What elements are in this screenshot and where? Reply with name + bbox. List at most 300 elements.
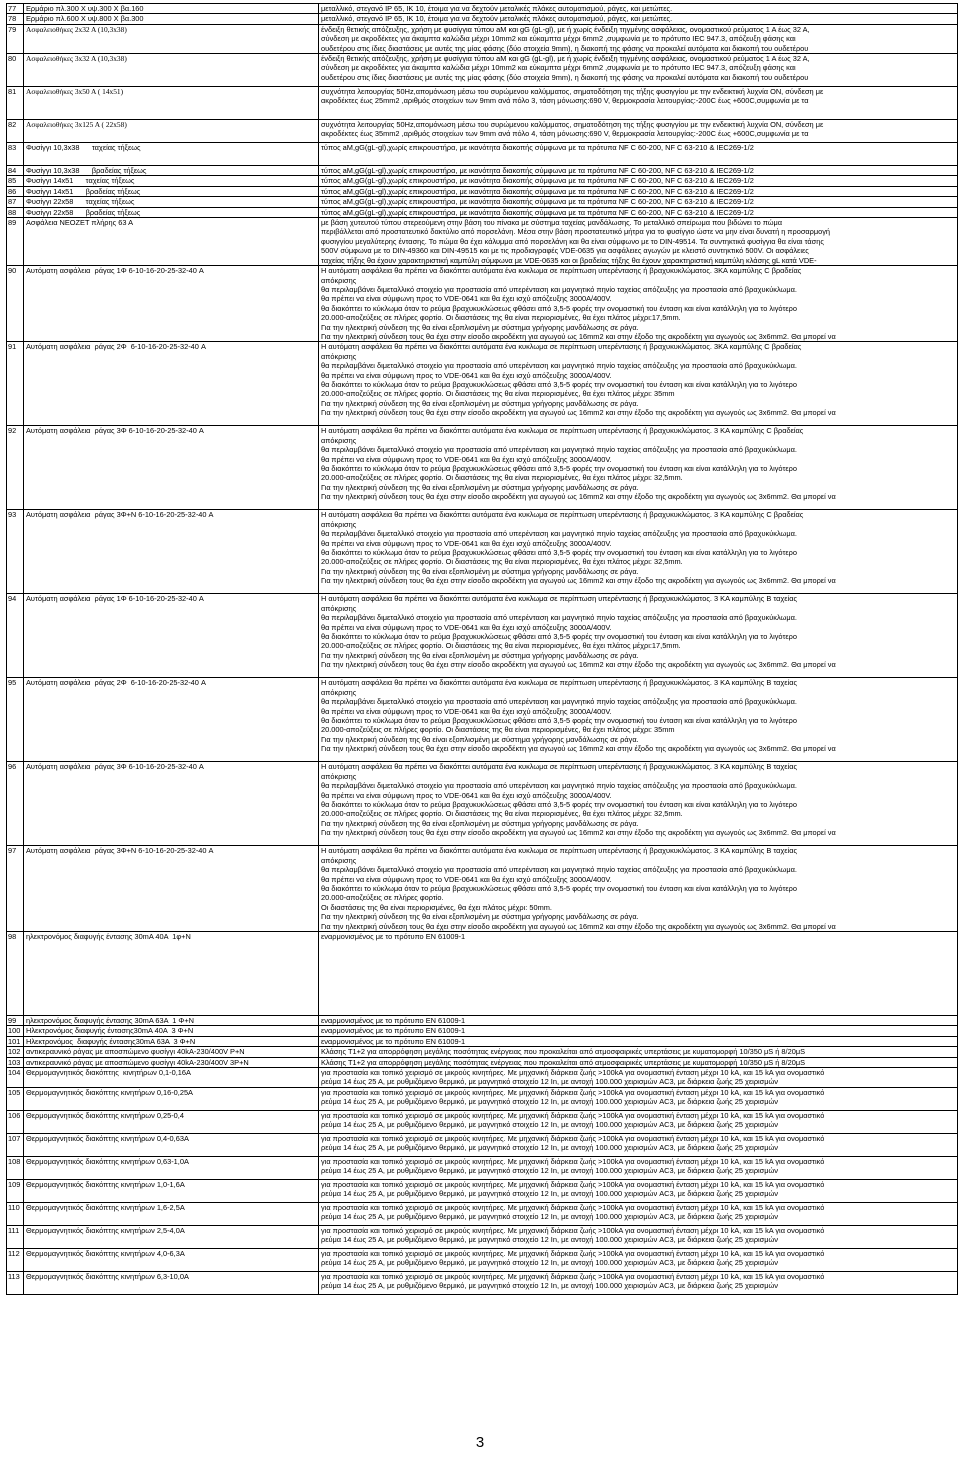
item-number: 84 xyxy=(7,166,24,176)
item-name xyxy=(24,1036,319,1046)
description-line: ένδειξη θετικής απόζευξης, χρήση με φυσίγγια τύπου aM και gG (gL-gl), με ή χωρίς ένδειξη τηγμένης ασφάλειας, ονομαστικού ρεύματος 1 Α έως 32 Α, xyxy=(321,54,810,64)
description-line: Για την ηλεκτρική σύνδεση τους θα έχει στην είσοδο ακροδέκτη για αγωγού ως 16mm2 και στην έξοδο της ακροδέκτη για αγωγούς ως 3x6mm2. Θα μπορεί να xyxy=(321,828,836,838)
item-description xyxy=(319,594,958,678)
item-number: 80 xyxy=(7,54,24,87)
table-row xyxy=(7,1225,958,1248)
item-number: 110 xyxy=(7,1202,24,1225)
item-number: 91 xyxy=(7,342,24,426)
table-row xyxy=(7,426,958,510)
item-name xyxy=(24,1225,319,1248)
description-line: 20.000-αποζεύξεις σε πλήρες φορτίο. Οι διαστάσεις της θα είναι περιορισμένες, θα έχει πλάτος μέχρι: 32,5mm. xyxy=(321,473,683,483)
item-description xyxy=(319,143,958,166)
item-description xyxy=(319,1026,958,1036)
item-number: 94 xyxy=(7,594,24,678)
description-line: 20.000-αποζεύξεις σε πλήρες φορτίο. Οι διαστάσεις της θα είναι περιορισμένες, θα έχει πλάτος μέχρι: 32,5mm. xyxy=(321,557,683,567)
item-name xyxy=(24,762,319,846)
item-name-text: ηλεκτρονόμος διαφυγής έντασης 30mA 63A 1 Φ+Ν xyxy=(26,1016,194,1025)
table-row xyxy=(7,1202,958,1225)
description-line: Οι διαστάσεις της θα είναι περιορισμένες, θα έχει πλάτος μέχρι: 50mm. xyxy=(321,902,552,912)
item-description xyxy=(319,762,958,846)
description-line: απόκρισης xyxy=(321,435,357,445)
item-number: 82 xyxy=(7,120,24,143)
table-row xyxy=(7,1156,958,1179)
table-row xyxy=(7,207,958,217)
item-description xyxy=(319,266,958,342)
table-row xyxy=(7,120,958,143)
item-description xyxy=(319,1156,958,1179)
description-line: θα διακόπτει το κύκλωμα όταν το ρεύμα βραχυκυκλώσεως φθάσει από 3,5-5 φορές την ονομαστική του ένταση και είναι κατάλληλη για το λιγότερο xyxy=(321,547,797,557)
description-line: ρεύμα 14 έως 25 Α, με ρυθμιζόμενο θερμικό, με μαγνητικό στοιχείο 12 In, με αντοχή 100.000 χειρισμών AC3, με διάρκεια ζωής 25 χειρισμών xyxy=(321,1235,778,1245)
table-row xyxy=(7,1036,958,1046)
description-line: για προστασία και τοπικό χειρισμό σε μικρούς κινητήρες. Με μηχανική διάρκεια ζωής >100kA για ονομαστική ένταση μέχρι 10 kA, και 15 kA για ονομαστικό xyxy=(321,1248,825,1258)
item-number: 100 xyxy=(7,1026,24,1036)
item-number: 107 xyxy=(7,1133,24,1156)
item-name-text: Ασφαλειοθήκες 2x32 A (10,3x38) xyxy=(26,24,127,34)
table-row xyxy=(7,1057,958,1067)
description-line: θα περιλαμβάνει διμεταλλικό στοιχείο για προστασία από υπερένταση και μαγνητικό πηνίο ταχείας απόζευξης για προστασία από βραχυκύκλωμα. xyxy=(321,613,797,623)
specifications-table xyxy=(6,3,958,1295)
item-number: 77 xyxy=(7,4,24,14)
item-number: 104 xyxy=(7,1068,24,1088)
description-line: απόκρισης xyxy=(321,855,357,865)
table-row xyxy=(7,1026,958,1036)
item-number: 88 xyxy=(7,207,24,217)
item-description xyxy=(319,1202,958,1225)
item-description xyxy=(319,342,958,426)
item-description xyxy=(319,176,958,186)
item-number: 111 xyxy=(7,1225,24,1248)
item-number: 106 xyxy=(7,1110,24,1133)
description-line: απόκρισης xyxy=(321,603,357,613)
item-number: 78 xyxy=(7,14,24,24)
description-line: Για την ηλεκτρική σύνδεση της θα είναι εξοπλισμένη με σύστημα γρήγορης μανδάλωσης σε ράγα. xyxy=(321,734,639,744)
table-row xyxy=(7,4,958,14)
description-line: συχνότητα λειτουργίας 50Hz,απομόνωση μέσω του συρώμενου καλύμματος, σηματοδότηση της τήξης φυσιγγίου με την ενδεικτική λυχνία ΟΝ, σύνδεση με xyxy=(321,120,824,130)
description-line: Για την ηλεκτρική σύνδεση της θα είναι εξοπλισμένη με σύστημα γρήγορης μανδάλωσης σε ράγα. xyxy=(321,566,639,576)
item-name-text: Ερμάριο πλ.600 Χ υψ.800 Χ βα.300 xyxy=(26,14,144,24)
item-description xyxy=(319,166,958,176)
item-name xyxy=(24,1133,319,1156)
description-line: Για την ηλεκτρική σύνδεση της θα είναι εξοπλισμένη με σύστημα γρήγορης μανδάλωσης σε ράγα. xyxy=(321,398,639,408)
description-line: Για την ηλεκτρική σύνδεση τους θα έχει στην είσοδο ακροδέκτη για αγωγού ως 16mm2 και στην έξοδο της ακροδέκτη για αγωγούς ως 3x6mm2. Θα μπορεί να xyxy=(321,660,836,670)
item-name xyxy=(24,1271,319,1294)
description-line: εναρμονισμένος με το πρότυπο EN 61009-1 xyxy=(321,1026,466,1036)
item-name xyxy=(24,87,319,120)
description-line: τύπος aM,gG(gL-gl),χωρίς επικρουστήρα, με ικανότητα διακοπής σύμφωνα με τα πρότυπα NF C 60-200, NF C 63-210 & IEC269-1/2 xyxy=(321,166,754,176)
table-row xyxy=(7,1133,958,1156)
item-name-text: Αυτόματη ασφάλεια ράγας 2Φ 6-10-16-20-25-32-40 A xyxy=(26,342,206,352)
description-line: ρεύμα 14 έως 25 Α, με ρυθμιζόμενο θερμικό, με μαγνητικό στοιχείο 12 In, με αντοχή 100.000 χειρισμών AC3, με διάρκεια ζωής 25 χειρισμών xyxy=(321,1077,778,1087)
description-line: θα διακόπτει το κύκλωμα όταν το ρεύμα βραχυκυκλώσεως φθάσει από 3,5-5 φορές την ονομαστική του ένταση και είναι κατάλληλη για το λιγότερο xyxy=(321,883,797,893)
item-name xyxy=(24,846,319,932)
page-number: 3 xyxy=(475,1434,485,1451)
item-name-text: Φυσίγγι 22x58 βραδείας τήξεως xyxy=(26,207,141,217)
description-line: 20.000-αποζεύξεις σε πλήρες φορτίο. xyxy=(321,893,444,903)
description-line: εναρμονισμένος με το πρότυπο EN 61009-1 xyxy=(321,932,466,941)
item-name-text: αντικεραυνικό ράγας με αποσπώμενο φυσίγγι 40kA-230/400V 3P+N xyxy=(26,1057,249,1067)
item-description xyxy=(319,1016,958,1026)
description-line: Η αυτόματη ασφάλεια θα πρέπει να διακόπτει αυτόματα ένα κυκλωμα σε περίπτωση υπερέντασης ή βραχυκυκλώματος. 3KA καμπύλης C βραδείας xyxy=(321,342,802,352)
item-name-text: ηλεκτρονόμος διαφυγής έντασης 30mA 40A 1φ+Ν xyxy=(26,932,191,941)
item-name-text: Θερμομαγνητικός διακόπτης κινητήρων 1,6-2,5A xyxy=(26,1202,185,1212)
description-line: Η αυτόματη ασφάλεια θα πρέπει να διακόπτει αυτόματα ένα κυκλωμα σε περίπτωση υπερέντασης ή βραχυκυκλώματος. 3 KA καμπύλης C βραδείας xyxy=(321,510,804,520)
description-line: περιβάλλεται από προστατευτικό δακτύλιο από πορσελάνη. Μέσα στην βάση προστατευτικό μήτρα για το φυσίγγιο ώστε να μην είναι δυνατή η προσαρμογή xyxy=(321,227,831,237)
item-number: 83 xyxy=(7,143,24,166)
description-line: Για την ηλεκτρική σύνδεση τους θα έχει στην είσοδο ακροδέκτη για αγωγού ως 16mm2 και στην έξοδο της ακροδέκτη για αγωγούς ως 3x6mm2. Θα μπορεί να xyxy=(321,408,836,418)
item-name-text: Αυτόματη ασφάλεια ράγας 3Φ+Ν 6-10-16-20-25-32-40 A xyxy=(26,510,214,520)
description-line: Για την ηλεκτρική σύνδεση τους θα έχει στην είσοδο ακροδέκτη για αγωγού ως 16mm2 και στην έξοδο της ακροδέκτη για αγωγούς ως 3x6mm2. Θα μπορεί να xyxy=(321,331,836,341)
item-description xyxy=(319,1087,958,1110)
item-name-text: Αυτόματη ασφάλεια ράγας 2Φ 6-10-16-20-25-32-40 A xyxy=(26,678,206,688)
item-name xyxy=(24,143,319,166)
table-row xyxy=(7,510,958,594)
description-line: ουδετέρου στις ίδιες διαστάσεις με αυτές της μίας φάσης (δύο στοιχεία 9mm), η διακοπή της φάσης να προκαλεί αυτόματα και διακοπή του ουδετέρου xyxy=(321,72,809,82)
description-line: θα πρέπει να είναι σύμφωνη προς το VDE-0641 και θα έχει ισχύ απόζευξης 3000A/400V. xyxy=(321,874,612,884)
item-name xyxy=(24,1087,319,1110)
description-line: θα διακόπτει το κύκλωμα όταν το ρεύμα βραχυκυκλώσεως φθάσει από 3,5-5 φορές την ονομαστική του ένταση και είναι κατάλληλη για το λιγότερο xyxy=(321,799,797,809)
item-name xyxy=(24,1016,319,1026)
item-description xyxy=(319,197,958,207)
description-line: για προστασία και τοπικό χειρισμό σε μικρούς κινητήρες. Με μηχανική διάρκεια ζωής >100kA για ονομαστική ένταση μέχρι 10 kA, και 15 kA για ονομαστικό xyxy=(321,1087,825,1097)
description-line: Για την ηλεκτρική σύνδεση της θα είναι εξοπλισμένη με σύστημα γρήγορης μανδάλωσης σε ράγα. xyxy=(321,322,639,332)
description-line: Κλάσης Τ1+2 για απορρόφηση μεγάλης ποσότητας ενέργειας που προκαλείται από ατμοσφαιρικές υπερτάσεις με κυματομορφή 10/350 μS ή 8/20μS xyxy=(321,1047,806,1057)
description-line: θα πρέπει να είναι σύμφωνη προς το VDE-0641 και θα έχει ισχύ απόζευξης 3000A/400V. xyxy=(321,454,612,464)
item-number: 87 xyxy=(7,197,24,207)
description-line: μεταλλικό, στεγανό IP 65, IK 10, έτοιμα για να δεχτούν μεταλικές πλάκες αυτοματισμού, ράγες, και μετώπες. xyxy=(321,14,673,24)
table-row xyxy=(7,176,958,186)
item-name xyxy=(24,54,319,87)
item-description xyxy=(319,1248,958,1271)
table-row xyxy=(7,932,958,1016)
description-line: Η αυτόματη ασφάλεια θα πρέπει να διακόπτει αυτόματα ένα κυκλωμα σε περίπτωση υπερέντασης ή βραχυκυκλώματος. 3 KA καμπύλης C βραδείας xyxy=(321,426,804,436)
description-line: θα πρέπει να είναι σύμφωνη προς το VDE-0641 και θα έχει ισχύ απόζευξης 3000A/400V. xyxy=(321,706,612,716)
description-line: Για την ηλεκτρική σύνδεση τους θα έχει στην είσοδο ακροδέκτη για αγωγού ως 16mm2 και στην έξοδο της ακροδέκτη για αγωγούς ως 3x6mm2. Θα μπορεί να xyxy=(321,921,836,931)
description-line: θα πρέπει να είναι σύμφωνη προς το VDE-0641 και θα έχει ισχύ απόζευξης 3000A/400V. xyxy=(321,790,612,800)
item-name xyxy=(24,1248,319,1271)
item-name xyxy=(24,266,319,342)
item-description xyxy=(319,186,958,196)
item-name-text: Φυσίγγι 14x51 ταχείας τήξεως xyxy=(26,176,135,186)
item-name xyxy=(24,594,319,678)
description-line: για προστασία και τοπικό χειρισμό σε μικρούς κινητήρες. Με μηχανική διάρκεια ζωής >100kA για ονομαστική ένταση μέχρι 10 kA, και 15 kA για ονομαστικό xyxy=(321,1179,825,1189)
item-name xyxy=(24,1110,319,1133)
description-line: Κλάσης Τ1+2 για απορρόφηση μεγάλης ποσότητας ενέργειας που προκαλείται από ατμοσφαιρικές υπερτάσεις με κυματομορφή 10/350 μS ή 8/20μS xyxy=(321,1057,806,1067)
description-line: 20.000-αποζεύξεις σε πλήρες φορτίο. Οι διαστάσεις της θα είναι περιορισμένες, θα έχει πλάτος μέχρι:17,5mm. xyxy=(321,313,681,323)
item-name xyxy=(24,932,319,1016)
item-description xyxy=(319,14,958,24)
item-name-text: Αυτόματη ασφάλεια ράγας 3Φ+Ν 6-10-16-20-25-32-40 A xyxy=(26,846,214,856)
description-line: Η αυτόματη ασφάλεια θα πρέπει να διακόπτει αυτόματα ένα κυκλωμα σε περίπτωση υπερέντασης ή βραχυκυκλώματος. 3 KA καμπύλης B ταχείας xyxy=(321,762,798,772)
table-row xyxy=(7,166,958,176)
table-row xyxy=(7,1248,958,1271)
description-line: θα διακόπτει το κύκλωμα όταν το ρεύμα βραχυκυκλώσεως φθάσει από 3,5-5 φορές την ονομαστική του ένταση και είναι κατάλληλη για το λιγότερο xyxy=(321,379,797,389)
item-name-text: Αυτόματη ασφάλεια ράγας 1Φ 6-10-16-20-25-32-40 A xyxy=(26,266,204,276)
item-name-text: Αυτόματη ασφάλεια ράγας 1Φ 6-10-16-20-25-32-40 A xyxy=(26,594,204,604)
item-name xyxy=(24,166,319,176)
description-line: ρεύμα 14 έως 25 Α, με ρυθμιζόμενο θερμικό, με μαγνητικό στοιχείο 12 In, με αντοχή 100.000 χειρισμών AC3, με διάρκεια ζωής 25 χειρισμών xyxy=(321,1097,778,1107)
item-number: 105 xyxy=(7,1087,24,1110)
item-description xyxy=(319,218,958,266)
item-name xyxy=(24,1068,319,1088)
item-number: 86 xyxy=(7,186,24,196)
table-row xyxy=(7,846,958,932)
description-line: απόκρισης xyxy=(321,275,357,285)
description-line: τύπος aM,gG(gL-gl),χωρίς επικρουστήρα, με ικανότητα διακοπής σύμφωνα με τα πρότυπα NF C 60-200, NF C 63-210 & IEC269-1/2 xyxy=(321,143,754,153)
item-description xyxy=(319,426,958,510)
item-name-text: αντικεραυνικό ράγας με αποσπώμενο φυσίγγι 40kA-230/400V P+N xyxy=(26,1047,245,1057)
item-name xyxy=(24,1202,319,1225)
description-line: Για την ηλεκτρική σύνδεση τους θα έχει στην είσοδο ακροδέκτη για αγωγού ως 16mm2 και στην έξοδο της ακροδέκτη για αγωγούς ως 3x6mm2. Θα μπορεί να xyxy=(321,744,836,754)
description-line: ουδετέρου στις ίδιες διαστάσεις με αυτές της μίας φάσης (δύο στοιχεία 9mm), η διακοπή της φάσης να προκαλεί αυτόματα και διακοπή του ουδετέρου xyxy=(321,43,809,53)
item-name-text: Θερμομαγνητικός διακόπτης κινητήρων 1,0-1,6A xyxy=(26,1179,185,1189)
item-number: 81 xyxy=(7,87,24,120)
description-line: θα περιλαμβάνει διμεταλλικό στοιχείο για προστασία από υπερένταση και μαγνητικό πηνίο ταχείας απόζευξης για προστασία από βραχυκύκλωμα. xyxy=(321,361,797,371)
item-name-text: Φυσίγγι 10,3x38 βραδείας τήξεως xyxy=(26,166,147,176)
item-name xyxy=(24,176,319,186)
item-number: 98 xyxy=(7,932,24,1016)
table-row xyxy=(7,143,958,166)
description-line: ακροδέκτες έως 25mm2 ,αριθμός στοιχείων των 9mm ανά πόλο 3, τάση μόνωσης:690 V, θερμοκρασία λειτουργίας:-200C έως +600C,συμφωνία με τα xyxy=(321,96,809,106)
item-name-text: Θερμομαγνητικός διακόπτης κινητήρων 2,5-4,0A xyxy=(26,1225,185,1235)
description-line: τύπος aM,gG(gL-gl),χωρίς επικρουστήρα, με ικανότητα διακοπής σύμφωνα με τα πρότυπα NF C 60-200, NF C 63-210 & IEC269-1/2 xyxy=(321,186,754,196)
item-name-text: Αυτόματη ασφάλεια ράγας 3Φ 6-10-16-20-25-32-40 A xyxy=(26,426,204,436)
description-line: για προστασία και τοπικό χειρισμό σε μικρούς κινητήρες. Με μηχανική διάρκεια ζωής >100kA για ονομαστική ένταση μέχρι 10 kA, και 15 kA για ονομαστικό xyxy=(321,1068,825,1078)
description-line: θα περιλαμβάνει διμεταλλικό στοιχείο για προστασία από υπερένταση και μαγνητικό πηνίο ταχείας απόζευξης για προστασία από βραχυκύκλωμα. xyxy=(321,284,797,294)
item-number: 97 xyxy=(7,846,24,932)
item-description xyxy=(319,1068,958,1088)
table-row xyxy=(7,14,958,24)
description-line: Για την ηλεκτρική σύνδεση της θα είναι εξοπλισμένη με σύστημα γρήγορης μανδάλωσης σε ράγα. xyxy=(321,818,639,828)
description-line: απόκρισης xyxy=(321,687,357,697)
item-number: 85 xyxy=(7,176,24,186)
item-number: 79 xyxy=(7,24,24,53)
item-description xyxy=(319,510,958,594)
description-line: για προστασία και τοπικό χειρισμό σε μικρούς κινητήρες. Με μηχανική διάρκεια ζωής >100kA για ονομαστική ένταση μέχρι 10 kA, και 15 kA για ονομαστικό xyxy=(321,1133,825,1143)
item-number: 112 xyxy=(7,1248,24,1271)
description-line: θα περιλαμβάνει διμεταλλικό στοιχείο για προστασία από υπερένταση και μαγνητικό πηνίο ταχείας απόζευξης για προστασία από βραχυκύκλωμα. xyxy=(321,697,797,707)
item-description xyxy=(319,678,958,762)
description-line: θα διακόπτει το κύκλωμα όταν το ρεύμα βραχυκυκλώσεως φθάσει από 3,5-5 φορές την ονομαστική του ένταση και είναι κατάλληλη για το λιγότερο xyxy=(321,463,797,473)
description-line: θα πρέπει να είναι σύμφωνη προς το VDE-0641 και θα έχει ισχύ απόζευξης 3000A/400V. xyxy=(321,370,612,380)
description-line: για προστασία και τοπικό χειρισμό σε μικρούς κινητήρες. Με μηχανική διάρκεια ζωής >100kA για ονομαστική ένταση μέχρι 10 kA, και 15 kA για ονομαστικό xyxy=(321,1110,825,1120)
description-line: θα πρέπει να είναι σύμφωνη προς το VDE-0641 και θα έχει ισχύ απόζευξης 3000A/400V. xyxy=(321,538,612,548)
description-line: ταχείας τήξης θα έχουν χαρακτηριστική καμπύλη σύμφωνα με VDE-0635 και οι βραδείας τήξης θα έχουν χαρακτηριστική καμπύλη κλάσης gL κατά VDE- xyxy=(321,255,817,265)
item-name xyxy=(24,4,319,14)
description-line: για προστασία και τοπικό χειρισμό σε μικρούς κινητήρες. Με μηχανική διάρκεια ζωής >100kA για ονομαστική ένταση μέχρι 10 kA, και 15 kA για ονομαστικό xyxy=(321,1225,825,1235)
item-name xyxy=(24,120,319,143)
table-row xyxy=(7,197,958,207)
item-number: 113 xyxy=(7,1271,24,1294)
description-line: ρεύμα 14 έως 25 Α, με ρυθμιζόμενο θερμικό, με μαγνητικό στοιχείο 12 In, με αντοχή 100.000 χειρισμών AC3, με διάρκεια ζωής 25 χειρισμών xyxy=(321,1212,778,1222)
description-line: με βάση χυτευτού τύπου στερεούμενη στην βάση του πίνακα με σύστημα ταχείας μανδάλωσης. Το μεταλλικό σπείρωμα που βιδώνει το πώμα xyxy=(321,218,783,228)
description-line: ένδειξη θετικής απόζευξης, χρήση με φυσίγγια τύπου aM και gG (gL-gl), με ή χωρίς ένδειξη τηγμένης ασφάλειας, ονομαστικού ρεύματος 1 Α έως 32 Α, xyxy=(321,24,810,34)
item-description xyxy=(319,1036,958,1046)
item-name-text: Φυσίγγι 14x51 βραδείας τήξεως xyxy=(26,186,141,196)
item-description xyxy=(319,1057,958,1067)
item-number: 93 xyxy=(7,510,24,594)
description-line: θα διακόπτει το κύκλωμα όταν το ρεύμα βραχυκυκλώσεως φθάσει από 3,5-5 φορές την ονομαστική του ένταση και είναι κατάλληλη για το λιγότερο xyxy=(321,715,797,725)
item-name-text: Ασφάλεια ΝΕΟΖΕΤ πλήρης 63 Α xyxy=(26,218,134,228)
description-line: απόκρισης xyxy=(321,519,357,529)
description-line: ρεύμα 14 έως 25 Α, με ρυθμιζόμενο θερμικό, με μαγνητικό στοιχείο 12 In, με αντοχή 100.000 χειρισμών AC3, με διάρκεια ζωής 25 χειρισμών xyxy=(321,1258,778,1268)
item-name-text: Ασφαλειοθήκες 3x50 A ( 14x51) xyxy=(26,87,124,97)
description-line: ρεύμα 14 έως 25 Α, με ρυθμιζόμενο θερμικό, με μαγνητικό στοιχείο 12 In, με αντοχή 100.000 χειρισμών AC3, με διάρκεια ζωής 25 χειρισμών xyxy=(321,1189,778,1199)
item-number: 99 xyxy=(7,1016,24,1026)
item-description xyxy=(319,87,958,120)
item-description xyxy=(319,4,958,14)
item-name xyxy=(24,14,319,24)
description-line: σύνδεση με ακροδέκτες για άκαμπτα καλώδια μέχρι 10mm2 και εύκαμπτα μέχρι 6mm2 ,συμφωνία με το πρότυπο IEC 947.3, απόζευξη φάσης και xyxy=(321,63,796,73)
table-row xyxy=(7,1110,958,1133)
description-line: Για την ηλεκτρική σύνδεση τους θα έχει στην είσοδο ακροδέκτη για αγωγού ως 16mm2 και στην έξοδο της ακροδέκτη για αγωγούς ως 3x6mm2. Θα μπορεί να xyxy=(321,492,836,502)
item-name xyxy=(24,1047,319,1057)
description-line: ρεύμα 14 έως 25 Α, με ρυθμιζόμενο θερμικό, με μαγνητικό στοιχείο 12 In, με αντοχή 100.000 χειρισμών AC3, με διάρκεια ζωής 25 χειρισμών xyxy=(321,1143,778,1153)
item-name-text: Θερμομαγνητικός διακόπτης κινητήρων 0,25-0,4 xyxy=(26,1110,184,1120)
table-row xyxy=(7,54,958,87)
item-description xyxy=(319,1110,958,1133)
table-row xyxy=(7,24,958,53)
description-line: 20.000-αποζεύξεις σε πλήρες φορτίο. Οι διαστάσεις της θα είναι περιορισμένες, θα έχει πλάτος μέχρι: 32,5mm. xyxy=(321,809,683,819)
item-name-text: Ασφαλειοθήκες 3x125 A ( 22x58) xyxy=(26,120,127,130)
item-description xyxy=(319,24,958,53)
item-name-text: Ασφαλειοθήκες 3x32 A (10,3x38) xyxy=(26,54,127,64)
item-name xyxy=(24,342,319,426)
description-line: θα πρέπει να είναι σύμφωνη προς το VDE-0641 και θα έχει ισχύ απόζευξης 3000A/400V. xyxy=(321,294,612,304)
description-line: εναρμονισμένος με το πρότυπο EN 61009-1 xyxy=(321,1036,466,1046)
item-name-text: Θερμομαγνητικός διακόπτης κινητήρων 0,4-0,63A xyxy=(26,1133,189,1143)
table-row xyxy=(7,87,958,120)
item-name-text: Θερμομαγνητικός διακόπτης κινητήρων 6,3-10,0A xyxy=(26,1271,189,1281)
item-name-text: Ερμάριο πλ.300 Χ υψ.300 Χ βα.160 xyxy=(26,4,144,13)
item-name-text: Θερμομαγνητικός διακόπτης κινητήρων 0,63-1,0A xyxy=(26,1156,189,1166)
description-line: θα περιλαμβάνει διμεταλλικό στοιχείο για προστασία από υπερένταση και μαγνητικό πηνίο ταχείας απόζευξης για προστασία από βραχυκύκλωμα. xyxy=(321,865,797,875)
item-name xyxy=(24,186,319,196)
item-description xyxy=(319,1225,958,1248)
description-line: Για την ηλεκτρική σύνδεση της θα είναι εξοπλισμένη με σύστημα γρήγορης μανδάλωσης σε ράγα. xyxy=(321,650,639,660)
item-number: 90 xyxy=(7,266,24,342)
description-line: για προστασία και τοπικό χειρισμό σε μικρούς κινητήρες. Με μηχανική διάρκεια ζωής >100kA για ονομαστική ένταση μέχρι 10 kA, και 15 kA για ονομαστικό xyxy=(321,1202,825,1212)
table-row xyxy=(7,342,958,426)
item-name xyxy=(24,510,319,594)
table-row xyxy=(7,218,958,266)
item-description xyxy=(319,54,958,87)
description-line: 20.000-αποζεύξεις σε πλήρες φορτίο. Οι διαστάσεις της θα είναι περιορισμένες, θα έχει πλάτος μέχρι: 35mm xyxy=(321,725,675,735)
item-number: 101 xyxy=(7,1036,24,1046)
table-row xyxy=(7,678,958,762)
description-line: φυσιγγίου μεγαλύτερης έντασης. Το πώμα θα έχει κάλυμμα από πορσελάνη και θα είναι σύμφωνο με το DIN-49514. Τα συντηκτικά φυσίγγια θα είναι τάσης xyxy=(321,236,824,246)
description-line: απόκρισης xyxy=(321,351,357,361)
table-row xyxy=(7,1179,958,1202)
item-name xyxy=(24,1026,319,1036)
item-name-text: Φυσίγγι 10,3x38 ταχείας τήξεως xyxy=(26,143,141,153)
table-row xyxy=(7,1087,958,1110)
description-line: ρεύμα 14 έως 25 Α, με ρυθμιζόμενο θερμικό, με μαγνητικό στοιχείο 12 In, με αντοχή 100.000 χειρισμών AC3, με διάρκεια ζωής 25 χειρισμών xyxy=(321,1120,778,1130)
item-name-text: Θερμομαγνητικός διακόπτης κινητήρων 4,0-6,3A xyxy=(26,1248,185,1258)
description-line: θα περιλαμβάνει διμεταλλικό στοιχείο για προστασία από υπερένταση και μαγνητικό πηνίο ταχείας απόζευξης για προστασία από βραχυκύκλωμα. xyxy=(321,529,797,539)
description-line: θα πρέπει να είναι σύμφωνη προς το VDE-0641 και θα έχει ισχύ απόζευξης 3000A/400V. xyxy=(321,622,612,632)
item-description xyxy=(319,1179,958,1202)
table-row xyxy=(7,186,958,196)
description-line: τύπος aM,gG(gL-gl),χωρίς επικρουστήρα, με ικανότητα διακοπής σύμφωνα με τα πρότυπα NF C 60-200, NF C 63-210 & IEC269-1/2 xyxy=(321,207,754,217)
item-description xyxy=(319,932,958,1016)
description-line: για προστασία και τοπικό χειρισμό σε μικρούς κινητήρες. Με μηχανική διάρκεια ζωής >100kA για ονομαστική ένταση μέχρι 10 kA, και 15 kA για ονομαστικό xyxy=(321,1156,825,1166)
item-number: 103 xyxy=(7,1057,24,1067)
item-description xyxy=(319,207,958,217)
item-description xyxy=(319,1271,958,1294)
item-name-text: Θερμομαγνητικός διακόπτης κινητήρων 0,16-0,25A xyxy=(26,1087,193,1097)
item-number: 89 xyxy=(7,218,24,266)
table-row xyxy=(7,1271,958,1294)
description-line: θα διακόπτει το κύκλωμα όταν το ρεύμα βραχυκυκλώσεως φθάσει από 3,5-5 φορές την ονομαστική του ένταση και είναι κατάλληλη για το λιγότερο xyxy=(321,303,797,313)
item-description xyxy=(319,1047,958,1057)
item-name xyxy=(24,678,319,762)
description-line: Για την ηλεκτρική σύνδεση τους θα έχει στην είσοδο ακροδέκτη για αγωγού ως 16mm2 και στην έξοδο της ακροδέκτη για αγωγούς ως 3x6mm2. Θα μπορεί να xyxy=(321,576,836,586)
description-line: 500V σύμφωνα με το DIN-49360 και DIN-49515 και με τις προδιαγραφές VDE-0635 για ασφάλειες αγωγών με κλειστό συντηκτικό 500V. Οι ασφάλειες xyxy=(321,246,809,256)
description-line: Η αυτόματη ασφάλεια θα πρέπει να διακόπτει αυτόματα ένα κυκλωμα σε περίπτωση υπερέντασης ή βραχυκυκλώματος. 3 KA καμπύλης B ταχείας xyxy=(321,594,798,604)
table-row xyxy=(7,266,958,342)
item-name xyxy=(24,197,319,207)
table-row xyxy=(7,1068,958,1088)
item-name xyxy=(24,426,319,510)
description-line: θα διακόπτει το κύκλωμα όταν το ρεύμα βραχυκυκλώσεως φθάσει από 3,5-5 φορές την ονομαστική του ένταση και είναι κατάλληλη για το λιγότερο xyxy=(321,631,797,641)
item-description xyxy=(319,120,958,143)
description-line: τύπος aM,gG(gL-gl),χωρίς επικρουστήρα, με ικανότητα διακοπής σύμφωνα με τα πρότυπα NF C 60-200, NF C 63-210 & IEC269-1/2 xyxy=(321,197,754,207)
description-line: μεταλλικό, στεγανό IP 65, IK 10, έτοιμα για να δεχτούν μεταλικές πλάκες αυτοματισμού, ράγες, και μετώπες. xyxy=(321,4,673,13)
description-line: ρεύμα 14 έως 25 Α, με ρυθμιζόμενο θερμικό, με μαγνητικό στοιχείο 12 In, με αντοχή 100.000 χειρισμών AC3, με διάρκεια ζωής 25 χειρισμών xyxy=(321,1281,778,1291)
item-name-text: Ηλεκτρονόμος διαφυγής έντασης30mA 40A 3 Φ+Ν xyxy=(26,1026,194,1036)
item-name xyxy=(24,207,319,217)
item-description xyxy=(319,846,958,932)
description-line: ακροδέκτες έως 35mm2 ,αριθμός στοιχείων των 9mm ανά πόλο 4, τάση μόνωσης:690 V, θερμοκρασία λειτουργίας:-200C έως +600C,συμφωνία με τα xyxy=(321,129,809,139)
table-row xyxy=(7,1016,958,1026)
item-name-text: Θερμομαγνητικός διακόπτης κινητήρων 0,1-0,16A xyxy=(26,1068,191,1078)
item-description xyxy=(319,1133,958,1156)
item-name xyxy=(24,24,319,53)
description-line: Η αυτόματη ασφάλεια θα πρέπει να διακόπτει αυτόματα ένα κυκλωμα σε περίπτωση υπερέντασης ή βραχυκυκλώματος. 3 KA καμπύλης B ταχείας xyxy=(321,846,798,856)
description-line: θα περιλαμβάνει διμεταλλικό στοιχείο για προστασία από υπερένταση και μαγνητικό πηνίο ταχείας απόζευξης για προστασία από βραχυκύκλωμα. xyxy=(321,445,797,455)
item-name xyxy=(24,1156,319,1179)
description-line: 20.000-αποζεύξεις σε πλήρες φορτίο. Οι διαστάσεις της θα είναι περιορισμένες, θα έχει πλάτος μέχρι:17,5mm. xyxy=(321,641,681,651)
description-line: Για την ηλεκτρική σύνδεση της θα είναι εξοπλισμένη με σύστημα γρήγορης μανδάλωσης σε ράγα. xyxy=(321,912,639,922)
item-name xyxy=(24,1179,319,1202)
item-name xyxy=(24,218,319,266)
item-number: 109 xyxy=(7,1179,24,1202)
description-line: εναρμονισμένος με το πρότυπο EN 61009-1 xyxy=(321,1016,466,1025)
item-name xyxy=(24,1057,319,1067)
table-row xyxy=(7,762,958,846)
item-name-text: Φυσίγγι 22x58 ταχείας τήξεως xyxy=(26,197,135,207)
item-name-text: Αυτόματη ασφάλεια ράγας 3Φ 6-10-16-20-25-32-40 A xyxy=(26,762,204,772)
description-line: 20.000-αποζεύξεις σε πλήρες φορτίο. Οι διαστάσεις της θα είναι περιορισμένες, θα έχει πλάτος μέχρι: 35mm xyxy=(321,389,675,399)
description-line: θα περιλαμβάνει διμεταλλικό στοιχείο για προστασία από υπερένταση και μαγνητικό πηνίο ταχείας απόζευξης για προστασία από βραχυκύκλωμα. xyxy=(321,781,797,791)
description-line: τύπος aM,gG(gL-gl),χωρίς επικρουστήρα, με ικανότητα διακοπής σύμφωνα με τα πρότυπα NF C 60-200, NF C 63-210 & IEC269-1/2 xyxy=(321,176,754,186)
item-number: 108 xyxy=(7,1156,24,1179)
specifications-table-body xyxy=(7,4,958,1295)
description-line: σύνδεση με ακροδέκτες για άκαμπτα καλώδια μέχρι 10mm2 και εύκαμπτα μέχρι 6mm2 ,συμφωνία με το πρότυπο IEC 947.3, απόζευξη φάσης και xyxy=(321,34,796,44)
table-row xyxy=(7,594,958,678)
description-line: Η αυτόματη ασφάλεια θα πρέπει να διακόπτει αυτόματα ένα κυκλωμα σε περίπτωση υπερέντασης ή βραχυκυκλώματος. 3KA καμπύλης C βραδείας xyxy=(321,266,802,276)
item-number: 102 xyxy=(7,1047,24,1057)
item-number: 95 xyxy=(7,678,24,762)
table-row xyxy=(7,1047,958,1057)
description-line: για προστασία και τοπικό χειρισμό σε μικρούς κινητήρες. Με μηχανική διάρκεια ζωής >100kA για ονομαστική ένταση μέχρι 10 kA, και 15 kA για ονομαστικό xyxy=(321,1271,825,1281)
description-line: Η αυτόματη ασφάλεια θα πρέπει να διακόπτει αυτόματα ένα κυκλωμα σε περίπτωση υπερέντασης ή βραχυκυκλώματος. 3 KA καμπύλης B ταχείας xyxy=(321,678,798,688)
item-number: 92 xyxy=(7,426,24,510)
description-line: Για την ηλεκτρική σύνδεση της θα είναι εξοπλισμένη με σύστημα γρήγορης μανδάλωσης σε ράγα. xyxy=(321,482,639,492)
description-line: απόκρισης xyxy=(321,771,357,781)
description-line: ρεύμα 14 έως 25 Α, με ρυθμιζόμενο θερμικό, με μαγνητικό στοιχείο 12 In, με αντοχή 100.000 χειρισμών AC3, με διάρκεια ζωής 25 χειρισμών xyxy=(321,1166,778,1176)
item-number: 96 xyxy=(7,762,24,846)
